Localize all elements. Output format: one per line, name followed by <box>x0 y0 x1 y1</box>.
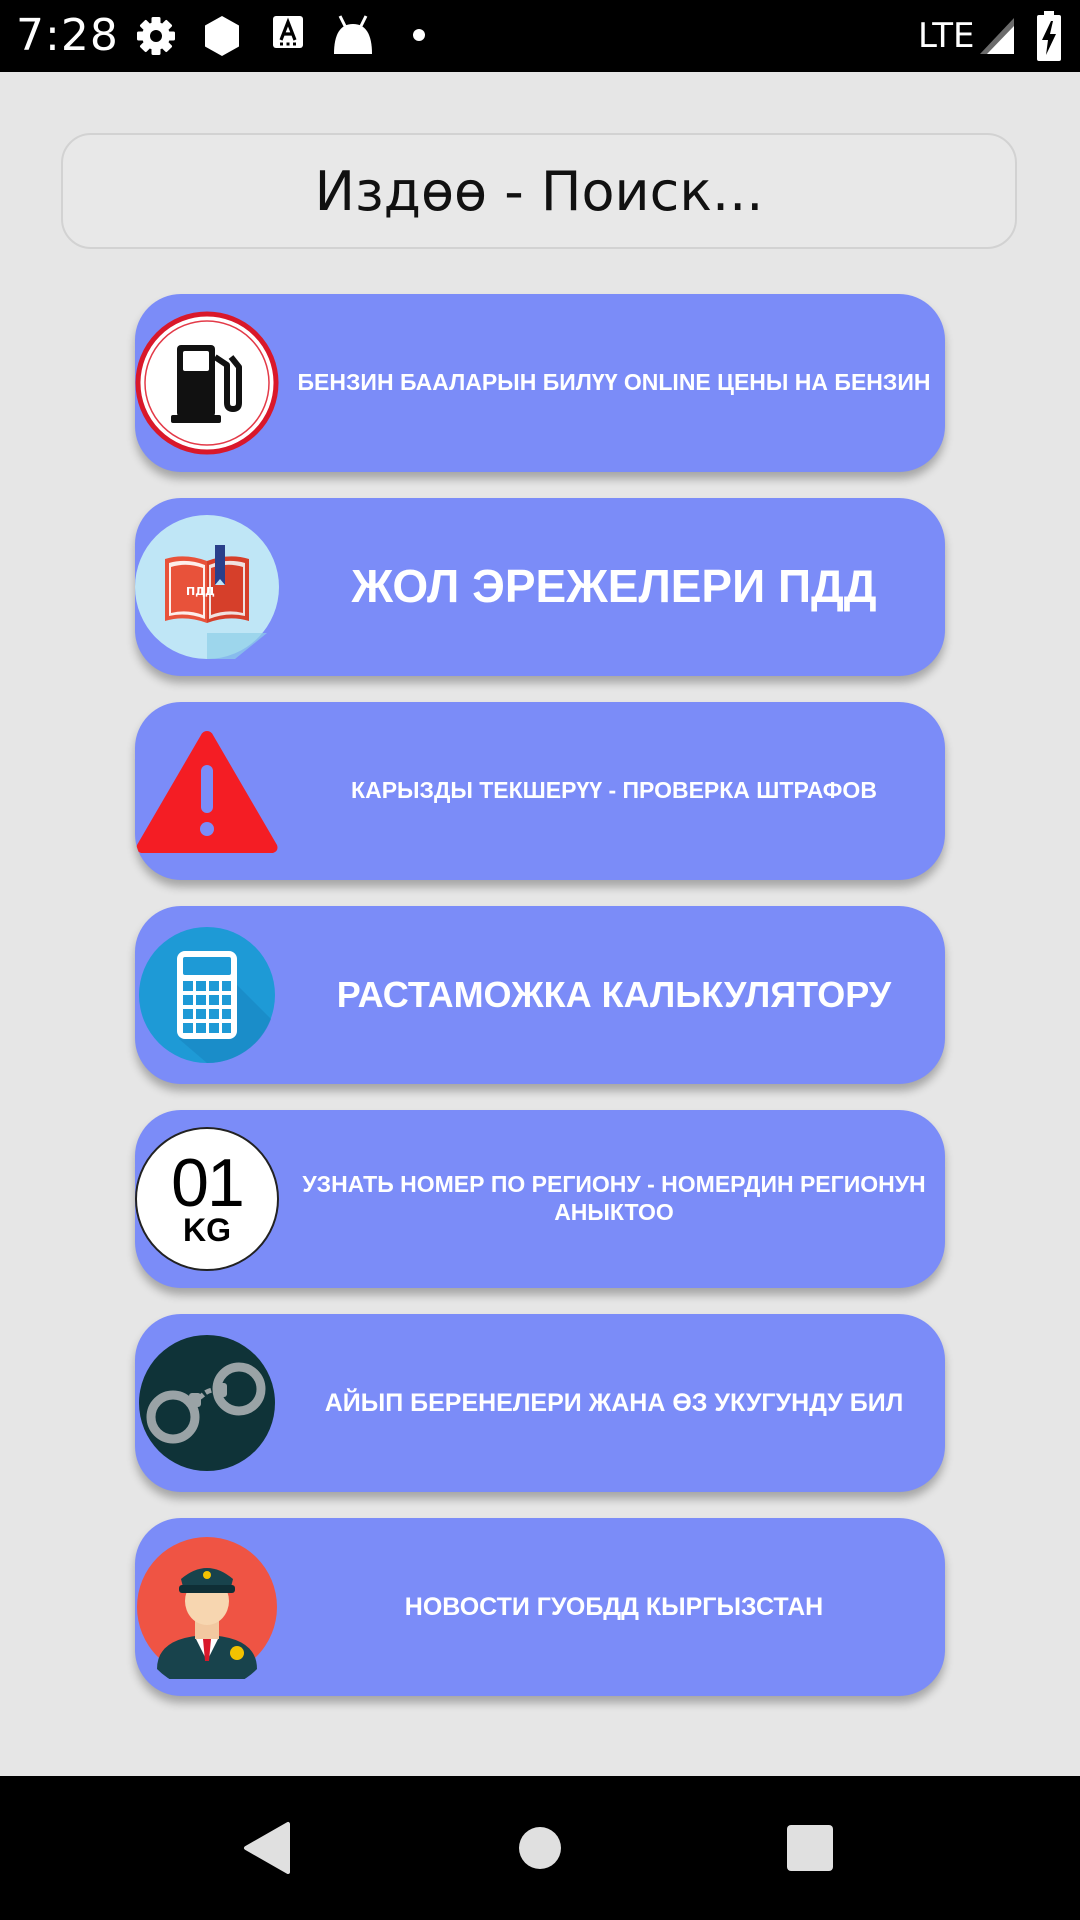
search-text: Издөө - Поиск... <box>314 159 764 223</box>
region-plate-icon <box>135 1127 279 1271</box>
police-officer-icon <box>135 1535 279 1679</box>
menu-item-traffic-police-news[interactable] <box>135 1518 945 1696</box>
menu-item-label: БЕНЗИН БААЛАРЫН БИЛҮҮ ONLINE ЦЕНЫ НА БЕНЗИН <box>297 369 931 396</box>
back-icon[interactable] <box>230 1776 310 1920</box>
search-input[interactable] <box>61 133 1017 249</box>
calculator-icon <box>135 923 279 1067</box>
font-download-icon <box>272 14 304 50</box>
menu-item-label: НОВОСТИ ГУОБДД КЫРГЫЗСТАН <box>404 1593 824 1621</box>
status-time: 7:28 <box>16 10 119 61</box>
menu-item-label: КАРЫЗДЫ ТЕКШЕРҮҮ - ПРОВЕРКА ШТРАФОВ <box>351 777 877 804</box>
navigation-bar <box>0 1776 1080 1920</box>
handcuffs-icon <box>135 1331 279 1475</box>
menu-item-fines-check[interactable] <box>135 702 945 880</box>
dot-icon <box>412 28 426 42</box>
menu-item-penalty-articles[interactable] <box>135 1314 945 1492</box>
region-plate-number: 01 <box>171 1145 243 1221</box>
menu-item-customs-calculator[interactable] <box>135 906 945 1084</box>
menu-item-region-number[interactable] <box>135 1110 945 1288</box>
settings-icon <box>134 14 178 58</box>
signal-icon <box>980 18 1014 54</box>
status-bar <box>0 0 1080 72</box>
gas-pump-icon <box>135 311 279 455</box>
menu-item-label: АЙЫП БЕРЕНЕЛЕРИ ЖАНА ӨЗ УКУГУНДУ БИЛ <box>324 1389 904 1417</box>
menu-item-fuel-prices[interactable] <box>135 294 945 472</box>
recents-icon[interactable] <box>770 1776 850 1920</box>
battery-charging-icon <box>1036 10 1062 62</box>
svg-text:ПДД: ПДД <box>186 585 215 598</box>
rule-book-icon <box>135 515 279 659</box>
warning-icon <box>135 719 279 863</box>
menu-item-traffic-rules[interactable] <box>135 498 945 676</box>
android-icon <box>332 14 374 58</box>
menu-item-label: УЗНАТЬ НОМЕР ПО РЕГИОНУ - НОМЕРДИН РЕГИОНУН АНЫКТОО <box>302 1171 926 1225</box>
network-type: LTE <box>918 16 975 56</box>
region-plate-country: KG <box>183 1212 231 1248</box>
hexagon-icon <box>202 14 242 58</box>
menu-item-label: ЖОЛ ЭРЕЖЕЛЕРИ ПДД <box>351 560 877 613</box>
home-icon[interactable] <box>500 1776 580 1920</box>
menu-item-label: РАСТАМОЖКА КАЛЬКУЛЯТОРУ <box>336 974 892 1016</box>
